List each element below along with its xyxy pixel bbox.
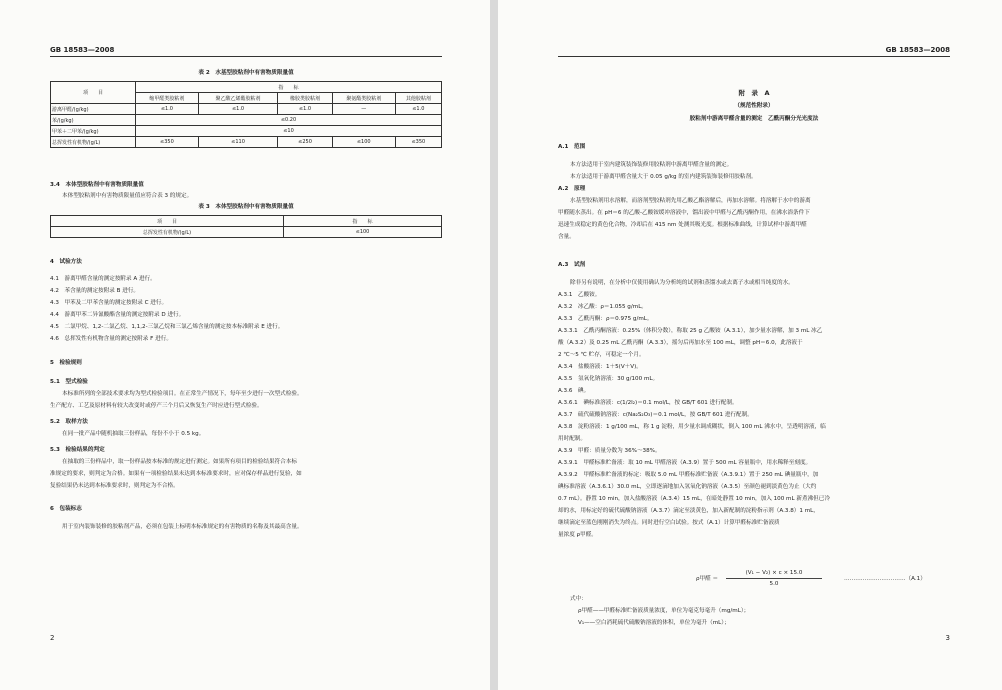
section-a3-line: A.3.3.1 乙酰丙酮溶液：0.25%（体积分数），称取 25 g 乙酸铵（A.3.1），加少量水溶解，加 3 mL 冰乙 [558,328,823,334]
page-header: GB 18583—2008 [885,46,950,54]
section-a2-heading: A.2 原理 [558,186,586,192]
table2-cell: ≤250 [278,137,333,148]
table3-row-label: 总挥发性有机物/(g/L) [51,227,284,238]
section-a3-line: A.3.7 硫代硫酸钠溶液：c(Na₂S₂O₃)＝0.1 mol/L，按 GB/T 601 进行配制。 [558,412,753,418]
table2-row-label: 苯/(g/kg) [51,115,136,126]
formula-reference: ……………………………（A.1） [844,576,926,582]
section-4-item: 4.2 苯含量的测定按附录 B 进行。 [50,288,140,294]
where-line: ρ甲醛——甲醛标准贮备液质量浓度，单位为毫克每毫升（mg/mL）； [578,608,750,614]
section-4-heading: 4 试验方法 [50,259,82,265]
section-a3-line: A.3.2 冰乙酸：ρ＝1.055 g/mL。 [558,304,647,310]
section-a3-line: A.3.8 淀粉溶液：1 g/100 mL，称 1 g 淀粉，用少量水调成糊状，倒入 100 mL 沸水中，呈透明溶液，临 [558,424,826,430]
section-a1-text: 本方法适用于游离甲醛含量大于 0.05 g/kg 的室内建筑装饰装修用胶粘剂。 [570,174,757,180]
section-a3-line: A.3.1 乙酸铵。 [558,292,601,298]
section-4-item: 4.3 甲苯及二甲苯含量的测定按附录 C 进行。 [50,300,168,306]
section-a3-intro: 除非另有说明，在分析中仅使用确认为分析纯的试剂和蒸馏水或去离子水或相当纯度的水。 [570,280,794,286]
section-a3-line: A.3.6.1 碘标准溶液：c(1/2I₂)＝0.1 mol/L，按 GB/T 601 进行配制。 [558,400,738,406]
page-number: 2 [50,634,55,642]
section-a2-text: 含量。 [558,234,575,240]
table2-col: 橡胶类胶粘剂 [278,93,333,104]
section-a3-line: 0.7 mL）。静置 10 min，加入盐酸溶液（A.3.4）15 mL，在暗处静置 10 min，加入 100 mL 新煮沸但已冷 [558,496,830,502]
section-5-heading: 5 检验规则 [50,360,82,366]
section-5-2-text: 在同一批产品中随机抽取三份样品，每份不小于 0.5 kg。 [62,431,205,437]
section-a1-heading: A.1 范围 [558,144,586,150]
table2-header-item: 项 目 [51,82,136,104]
section-a3-line: A.3.3 乙酰丙酮：ρ＝0.975 g/mL。 [558,316,653,322]
where-line: V₁——空白消耗硫代硫酸钠溶液的体积，单位为毫升（mL）； [578,620,730,626]
table2-header-index: 指 标 [136,82,442,93]
table3-title: 表 3 本体型胶粘剂中有害物质限量值 [198,204,294,210]
table2-row-label: 总挥发性有机物/(g/L) [51,137,136,148]
appendix-normative: （规范性附录） [734,103,774,109]
formula-numerator: (V₁ − V₂) × c × 15.0 [745,570,803,576]
table2-cell: ≤350 [395,137,441,148]
section-a3-line: 酸（A.3.2）及 0.25 mL 乙酰丙酮（A.3.3），摇匀后再加水至 100 mL，调整 pH＝6.0，此溶液于 [558,340,803,346]
section-3-4-heading: 3.4 本体型胶粘剂中有害物质限量值 [50,182,144,188]
table3-header-index: 指 标 [284,216,442,227]
section-a3-line: A.3.9.1 甲醛标准贮备液：取 10 mL 甲醛溶液（A.3.9）置于 500 mL 容量瓶中，用水稀释至刻度。 [558,460,812,466]
page-left [0,0,490,690]
table2-row-label: 游离甲醛/(g/kg) [51,104,136,115]
section-a3-line: A.3.4 盐酸溶液：1＋5(V＋V)。 [558,364,642,370]
appendix-label: 附 录 A [738,89,770,97]
page-number: 3 [945,634,950,642]
section-5-3-heading: 5.3 检验结果的判定 [50,447,105,453]
section-a3-line: 继续滴定至蓝色刚刚消失为终点。同时进行空白试验。按式（A.1）计算甲醛标准贮备液质 [558,520,780,526]
table2-cell: — [332,104,395,115]
table2-merged-cell: ≤10 [136,126,442,137]
fraction-bar [726,578,822,579]
table2-cell: ≤350 [136,137,199,148]
section-a3-line: 却的水，用标定好的硫代硫酸钠溶液（A.3.7）滴定至淡黄色，加入新配制的淀粉指示剂（A.3.8）1 mL， [558,508,819,514]
table3-cell: ≤100 [284,227,442,238]
section-6-text: 用于室内装饰装修的胶粘剂产品，必须在包装上标明本标准规定的有害物质的名称及其最高含量。 [62,524,303,530]
section-5-1-heading: 5.1 型式检验 [50,379,88,385]
table2-title: 表 2 水基型胶粘剂中有害物质限量值 [198,70,294,76]
table2-col: 聚乙酸乙烯酯胶粘剂 [198,93,277,104]
section-5-3-text: 准规定的要求，则判定为合格。如果有一项检验结果未达到本标准要求时，应对保存样品进行复验，如 [50,471,302,477]
section-a2-text: 甲醛随水蒸出。在 pH＝6 的乙酸-乙酸铵缓冲溶液中，馏出液中甲醛与乙酰丙酮作用，在沸水浴条件下 [558,210,810,216]
section-5-1-text: 本标准所列的全部技术要求均为型式检验项目。在正常生产情况下，每年至少进行一次型式检验。 [62,391,303,397]
table2-cell: ≤1.0 [395,104,441,115]
table2-col: 其他胶粘剂 [395,93,441,104]
section-a3-line: 用时配制。 [558,436,586,442]
section-a3-line: 2 ℃～5 ℃ 贮存，可稳定一个月。 [558,352,645,358]
section-a3-line: 碘标准溶液（A.3.6.1）30.0 mL，立即逐滴地加入氢氧化钠溶液（A.3.5）至颜色褪到淡黄色为止（大约 [558,484,817,490]
section-3-4-text: 本体型胶粘剂中有害物质限量值应符合表 3 的规定。 [62,193,193,199]
section-5-3-text: 在抽取的三份样品中，取一份样品按本标准的规定进行测定。如果所有项目的检验结果符合本标 [62,459,297,465]
section-4-item: 4.6 总挥发性有机物含量的测定按附录 F 进行。 [50,336,172,342]
appendix-title: 胶粘剂中游离甲醛含量的测定 乙酰丙酮分光光度法 [689,116,819,122]
formula-lhs: ρ甲醛 ＝ [696,576,719,582]
section-4-item: 4.1 游离甲醛含量的测定按附录 A 进行。 [50,276,156,282]
section-4-item: 4.4 游离甲苯二异氰酸酯含量的测定按附录 D 进行。 [50,312,185,318]
section-a3-line: A.3.9 甲醛：质量分数为 36%～38%。 [558,448,661,454]
formula-denominator: 5.0 [769,581,779,587]
section-a1-text: 本方法适用于室内建筑装饰装修用胶粘剂中游离甲醛含量的测定。 [570,162,733,168]
page-header: GB 18583—2008 [50,46,115,54]
section-4-item: 4.5 二氯甲烷、1,2-二氯乙烷、1,1,2-三氯乙烷和三氯乙烯含量的测定按本标准附录 E 进行。 [50,324,284,330]
section-a2-text: 水基型胶粘剂用水溶解，而溶剂型胶粘剂先用乙酸乙酯溶解后，再加水溶解。将溶解于水中的游离 [570,198,811,204]
section-a3-line: A.3.5 氢氧化钠溶液：30 g/100 mL。 [558,376,659,382]
table2-cell: ≤1.0 [278,104,333,115]
table2 [50,81,442,148]
table2-row-label: 甲苯＋二甲苯/(g/kg) [51,126,136,137]
section-a3-line: A.3.6 碘。 [558,388,590,394]
section-a3-line: A.3.9.2 甲醛标准贮备液的标定：吸取 5.0 mL 甲醛标准贮备液（A.3.9.1）置于 250 mL 碘量瓶中，加 [558,472,819,478]
section-a3-line: 量浓度 ρ甲醛。 [558,532,597,538]
section-5-2-heading: 5.2 取样方法 [50,419,88,425]
table2-cell: ≤1.0 [136,104,199,115]
table2-cell: ≤110 [198,137,277,148]
section-5-1-text: 生产配方、工艺及原材料有较大改变时或停产三个月后又恢复生产时应进行型式检验。 [50,403,263,409]
table2-cell: ≤100 [332,137,395,148]
table2-cell: ≤1.0 [198,104,277,115]
header-rule [50,56,442,57]
section-a3-heading: A.3 试剂 [558,262,586,268]
page-right [498,0,1002,690]
table2-merged-cell: ≤0.20 [136,115,442,126]
where-label: 式中： [570,596,587,602]
table2-col: 聚氨酯类胶粘剂 [332,93,395,104]
section-a2-text: 迅速生成稳定的黄色化合物，冷却后在 415 nm 处测其吸光度。根据标准曲线，计算试样中游离甲醛 [558,222,807,228]
table3-header-item: 项 目 [51,216,284,227]
header-rule [558,56,950,57]
table3 [50,215,442,238]
section-5-3-text: 复验结果仍未达到本标准要求时，则判定为不合格。 [50,483,179,489]
table2-col: 缩甲醛类胶粘剂 [136,93,199,104]
section-6-heading: 6 包装标志 [50,506,82,512]
